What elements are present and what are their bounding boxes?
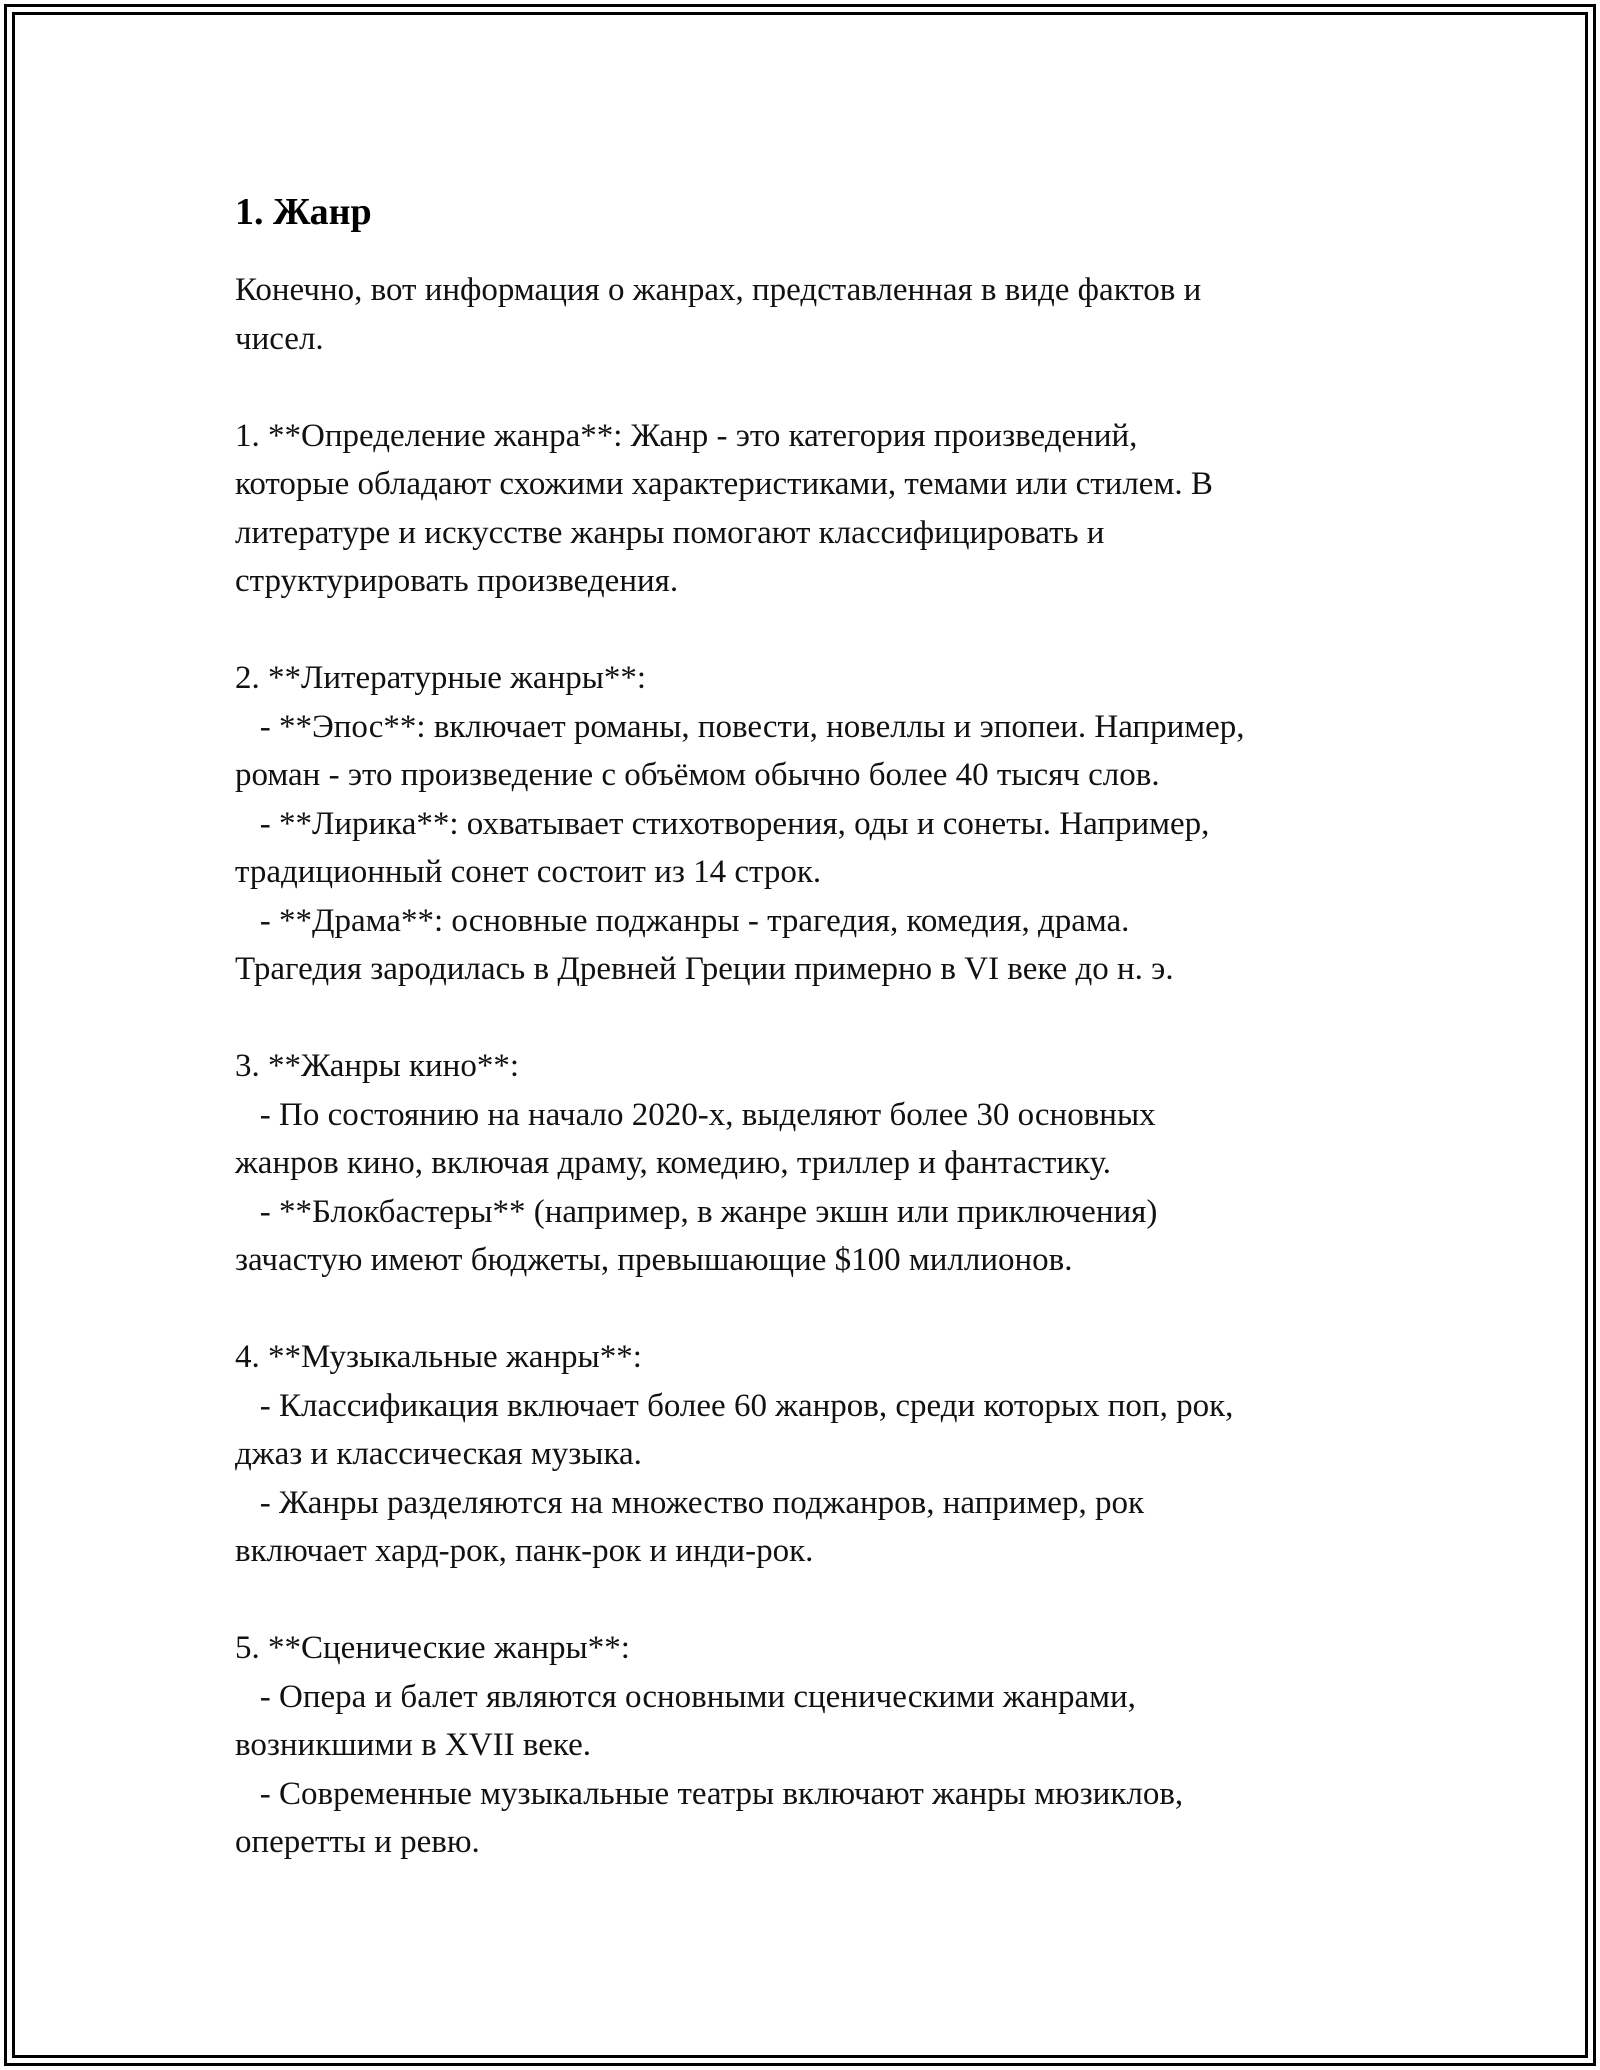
text-line: оперетты и ревю. [235, 1824, 480, 1860]
paragraph-list [235, 266, 1365, 1867]
text-line: традиционный сонет состоит из 14 строк. [235, 854, 822, 890]
text-line: Конечно, вот информация о жанрах, представленная в виде фактов и [235, 272, 1202, 308]
text-line: включает хард-рок, панк-рок и инди-рок. [235, 1533, 814, 1569]
text-line: зачастую имеют бюджеты, превышающие $100 миллионов. [235, 1242, 1073, 1278]
paragraph [235, 1624, 1365, 1867]
text-line: - Опера и балет являются основными сценическими жанрами, [235, 1678, 1136, 1715]
text-line: 4. **Музыкальные жанры**: [235, 1339, 642, 1375]
section-heading: 1. Жанр [235, 191, 372, 233]
text-line: 5. **Сценические жанры**: [235, 1630, 630, 1666]
text-line: которые обладают схожими характеристиками, темами или стилем. В [235, 466, 1213, 502]
text-line: структурировать произведения. [235, 563, 679, 599]
text-line: - Жанры разделяются на множество поджанров, например, рок [235, 1484, 1144, 1521]
text-line: возникшими в XVII веке. [235, 1727, 591, 1763]
text-line: - **Эпос**: включает романы, повести, новеллы и эпопеи. Например, [235, 708, 1245, 745]
text-line: 1. **Определение жанра**: Жанр - это категория произведений, [235, 417, 1138, 454]
paragraph [235, 1333, 1365, 1576]
text-line: 3. **Жанры кино**: [235, 1048, 519, 1084]
document-body [235, 188, 1365, 1915]
text-line: роман - это произведение с объёмом обычно более 40 тысяч слов. [235, 757, 1160, 793]
text-line: жанров кино, включая драму, комедию, триллер и фантастику. [235, 1145, 1112, 1181]
paragraph [235, 266, 1365, 363]
text-line: - **Драма**: основные поджанры - трагедия, комедия, драма. [235, 902, 1130, 939]
text-line: Трагедия зародилась в Древней Греции примерно в VI веке до н. э. [235, 951, 1174, 987]
text-line: джаз и классическая музыка. [235, 1436, 642, 1472]
paragraph [235, 654, 1365, 994]
text-line: литературе и искусстве жанры помогают классифицировать и [235, 514, 1105, 551]
text-line: 2. **Литературные жанры**: [235, 660, 647, 696]
paragraph [235, 412, 1365, 606]
text-line: - Классификация включает более 60 жанров, среди которых поп, рок, [235, 1387, 1234, 1424]
text-line: - Современные музыкальные театры включают жанры мюзиклов, [235, 1775, 1184, 1812]
text-line: чисел. [235, 320, 324, 357]
text-line: - По состоянию на начало 2020-х, выделяют более 30 основных [235, 1096, 1156, 1133]
text-line: - **Блокбастеры** (например, в жанре экшн или приключения) [235, 1193, 1158, 1230]
paragraph [235, 1042, 1365, 1285]
text-line: - **Лирика**: охватывает стихотворения, оды и сонеты. Например, [235, 805, 1210, 842]
